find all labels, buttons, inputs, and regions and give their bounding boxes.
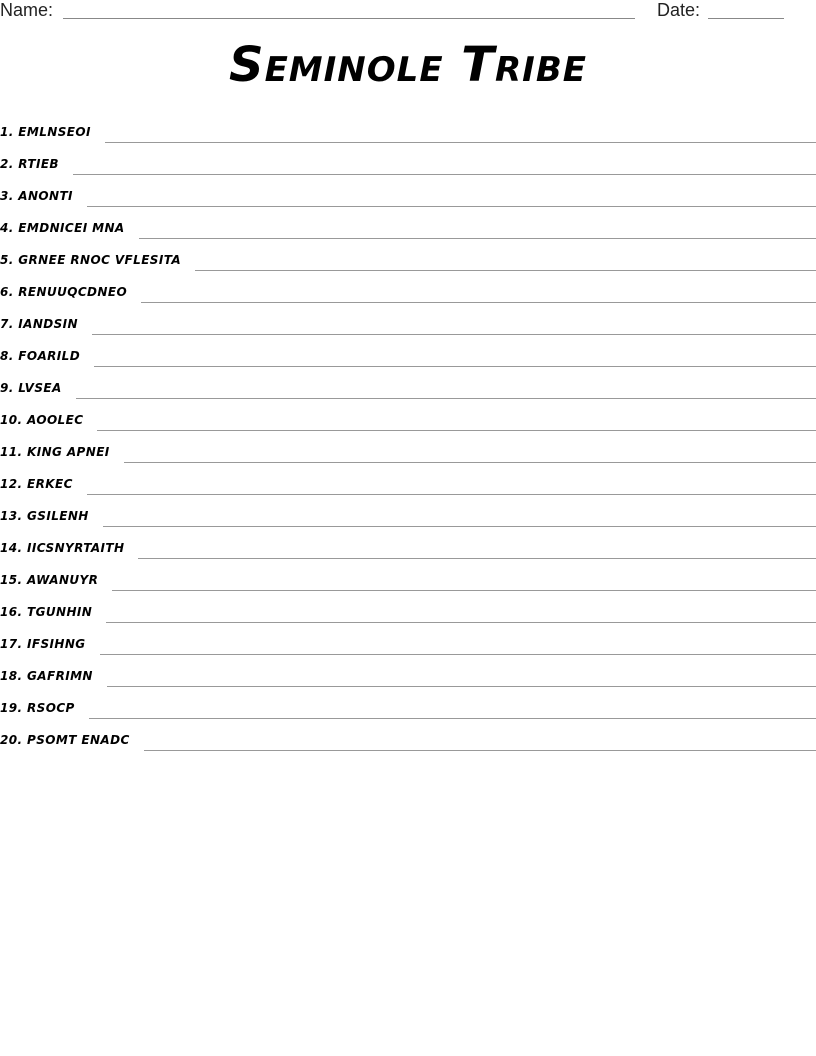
answer-line[interactable] <box>89 718 816 719</box>
scramble-item <box>0 111 816 143</box>
scramble-item <box>0 207 816 239</box>
answer-line[interactable] <box>94 366 816 367</box>
scramble-item <box>0 655 816 687</box>
answer-line[interactable] <box>106 622 816 623</box>
scramble-clue: 11. KING APNEI <box>0 445 110 459</box>
scramble-item <box>0 559 816 591</box>
answer-line[interactable] <box>141 302 816 303</box>
answer-line[interactable] <box>144 750 816 751</box>
scramble-clue: 19. RSOCP <box>0 701 75 715</box>
name-field[interactable] <box>63 18 635 19</box>
answer-line[interactable] <box>107 686 816 687</box>
scramble-clue: 9. LVSEA <box>0 381 62 395</box>
scramble-clue: 13. GSILENH <box>0 509 89 523</box>
answer-line[interactable] <box>87 494 816 495</box>
scramble-item <box>0 463 816 495</box>
scramble-clue: 6. RENUUQCDNEO <box>0 285 128 299</box>
answer-line[interactable] <box>103 526 816 527</box>
scramble-clue: 18. GAFRIMN <box>0 669 93 683</box>
answer-line[interactable] <box>138 558 816 559</box>
scramble-item <box>0 367 816 399</box>
answer-line[interactable] <box>105 142 816 143</box>
answer-line[interactable] <box>195 270 816 271</box>
worksheet-header <box>0 0 816 26</box>
answer-line[interactable] <box>76 398 816 399</box>
answer-line[interactable] <box>73 174 816 175</box>
answer-line[interactable] <box>112 590 816 591</box>
answer-line[interactable] <box>139 238 816 239</box>
scramble-clue: 1. EMLNSEOI <box>0 125 91 139</box>
scramble-clue: 2. RTIEB <box>0 157 59 171</box>
scramble-item <box>0 143 816 175</box>
scramble-clue: 14. IICSNYRTAITH <box>0 541 125 555</box>
scramble-item <box>0 719 816 751</box>
scramble-item <box>0 175 816 207</box>
scramble-clue: 10. AOOLEC <box>0 413 84 427</box>
answer-line[interactable] <box>87 206 816 207</box>
answer-line[interactable] <box>97 430 816 431</box>
scramble-clue: 7. IANDSIN <box>0 317 78 331</box>
scramble-item <box>0 271 816 303</box>
answer-line[interactable] <box>92 334 816 335</box>
scramble-item <box>0 335 816 367</box>
scramble-item <box>0 239 816 271</box>
date-label: Date: <box>657 0 701 20</box>
answer-line[interactable] <box>124 462 816 463</box>
scramble-item <box>0 623 816 655</box>
scramble-clue: 5. GRNEE RNOC VFLESITA <box>0 253 182 267</box>
name-label: Name: <box>0 0 54 20</box>
worksheet-title: Seminole Tribe <box>229 37 587 93</box>
scramble-list <box>0 111 816 751</box>
scramble-clue: 12. ERKEC <box>0 477 73 491</box>
scramble-item <box>0 495 816 527</box>
scramble-clue: 17. IFSIHNG <box>0 637 86 651</box>
date-field[interactable] <box>708 18 784 19</box>
scramble-item <box>0 591 816 623</box>
scramble-clue: 3. ANONTI <box>0 189 73 203</box>
answer-line[interactable] <box>100 654 816 655</box>
scramble-clue: 4. EMDNICEI MNA <box>0 221 125 235</box>
scramble-item <box>0 399 816 431</box>
scramble-item <box>0 431 816 463</box>
scramble-clue: 20. PSOMT ENADC <box>0 733 130 747</box>
scramble-item <box>0 303 816 335</box>
scramble-item <box>0 527 816 559</box>
scramble-item <box>0 687 816 719</box>
scramble-clue: 15. AWANUYR <box>0 573 99 587</box>
scramble-clue: 8. FOARILD <box>0 349 81 363</box>
scramble-clue: 16. TGUNHIN <box>0 605 93 619</box>
